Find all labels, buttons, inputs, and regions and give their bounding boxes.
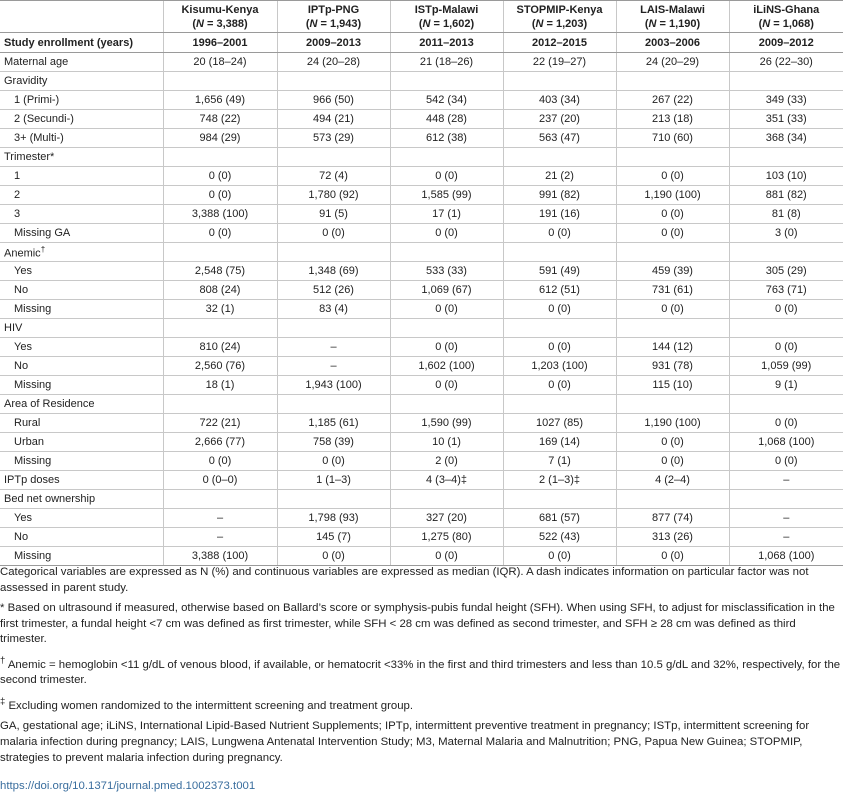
cell-value: 20 (18–24) bbox=[163, 53, 277, 72]
footnote-abbreviations: GA, gestational age; iLiNS, International Lipid-Based Nutrient Supplements; IPTp, intermittent preventive treatment in pregnancy; ISTp, intermittent screening for malaria infection during pregnancy; LAIS, Lungwena Antenatal Intervention Study; M3, Maternal Malaria and Malnutrition; PNG, Papua New Guinea; STOPMIP, strategies to prevent malaria infection during pregnancy. bbox=[0, 720, 810, 764]
cell-value: 0 (0) bbox=[390, 167, 503, 186]
row-label: No bbox=[0, 281, 163, 300]
cell-value: 0 (0) bbox=[729, 414, 843, 433]
cell-value: 0 (0) bbox=[503, 300, 616, 319]
cell-value: 32 (1) bbox=[163, 300, 277, 319]
cell-value: 966 (50) bbox=[277, 91, 390, 110]
column-header bbox=[390, 1, 503, 33]
cell-value: 533 (33) bbox=[390, 262, 503, 281]
cell-value: 2,560 (76) bbox=[163, 357, 277, 376]
cell-value bbox=[390, 490, 503, 509]
row-label: Trimester* bbox=[0, 148, 163, 167]
row-label: 3 bbox=[0, 205, 163, 224]
cell-value: 21 (2) bbox=[503, 167, 616, 186]
row-label: Area of Residence bbox=[0, 395, 163, 414]
cell-value: 763 (71) bbox=[729, 281, 843, 300]
cell-value: 1,190 (100) bbox=[616, 414, 729, 433]
cell-value: 991 (82) bbox=[503, 186, 616, 205]
table-row bbox=[0, 91, 843, 110]
column-header bbox=[277, 1, 390, 33]
cell-value: 145 (7) bbox=[277, 528, 390, 547]
table-row bbox=[0, 186, 843, 205]
table-body bbox=[0, 53, 843, 566]
cell-value: 349 (33) bbox=[729, 91, 843, 110]
cell-value: 710 (60) bbox=[616, 129, 729, 148]
cell-value: 0 (0) bbox=[390, 376, 503, 395]
cell-value: 24 (20–29) bbox=[616, 53, 729, 72]
enrollment-value: 2009–2012 bbox=[729, 33, 843, 53]
enrollment-value: 1996–2001 bbox=[163, 33, 277, 53]
cell-value: 0 (0) bbox=[616, 433, 729, 452]
cell-value bbox=[277, 319, 390, 338]
cell-value bbox=[616, 243, 729, 262]
cell-value bbox=[277, 490, 390, 509]
table-row bbox=[0, 205, 843, 224]
cell-value: 0 (0) bbox=[277, 224, 390, 243]
cell-value: 0 (0) bbox=[729, 300, 843, 319]
cell-value: 731 (61) bbox=[616, 281, 729, 300]
cell-value: 1,602 (100) bbox=[390, 357, 503, 376]
cell-value bbox=[729, 243, 843, 262]
cell-value: – bbox=[729, 471, 843, 490]
cell-value: 877 (74) bbox=[616, 509, 729, 528]
cell-value: 542 (34) bbox=[390, 91, 503, 110]
cell-value bbox=[277, 72, 390, 91]
cell-value: 313 (26) bbox=[616, 528, 729, 547]
cell-value: 1027 (85) bbox=[503, 414, 616, 433]
cell-value: 26 (22–30) bbox=[729, 53, 843, 72]
cell-value: 305 (29) bbox=[729, 262, 843, 281]
cell-value bbox=[503, 319, 616, 338]
cell-value: 213 (18) bbox=[616, 110, 729, 129]
row-label: Yes bbox=[0, 262, 163, 281]
cell-value bbox=[163, 72, 277, 91]
cell-value: 612 (38) bbox=[390, 129, 503, 148]
row-label: Missing bbox=[0, 376, 163, 395]
cell-value: 810 (24) bbox=[163, 338, 277, 357]
cell-value bbox=[163, 148, 277, 167]
cell-value: 1,059 (99) bbox=[729, 357, 843, 376]
row-label: Yes bbox=[0, 338, 163, 357]
row-label: 1 (Primi-) bbox=[0, 91, 163, 110]
cell-value bbox=[616, 148, 729, 167]
cell-value: 0 (0) bbox=[503, 547, 616, 566]
table-row bbox=[0, 319, 843, 338]
row-label: Maternal age bbox=[0, 53, 163, 72]
row-label: Missing GA bbox=[0, 224, 163, 243]
cell-value: 144 (12) bbox=[616, 338, 729, 357]
row-label: IPTp doses bbox=[0, 471, 163, 490]
cell-value bbox=[503, 72, 616, 91]
cell-value: 494 (21) bbox=[277, 110, 390, 129]
table-row bbox=[0, 262, 843, 281]
cell-value: 563 (47) bbox=[503, 129, 616, 148]
cell-value: 1,780 (92) bbox=[277, 186, 390, 205]
cell-value: 0 (0) bbox=[277, 452, 390, 471]
cell-value: 368 (34) bbox=[729, 129, 843, 148]
row-label: 1 bbox=[0, 167, 163, 186]
cell-value: 0 (0) bbox=[390, 338, 503, 357]
cell-value: 0 (0–0) bbox=[163, 471, 277, 490]
cell-value: 1,590 (99) bbox=[390, 414, 503, 433]
cell-value bbox=[390, 243, 503, 262]
cell-value: 591 (49) bbox=[503, 262, 616, 281]
footnote-iptp: ‡ Excluding women randomized to the intermittent screening and treatment group. bbox=[0, 695, 414, 712]
cell-value bbox=[503, 148, 616, 167]
cell-value bbox=[277, 148, 390, 167]
cell-value: 459 (39) bbox=[616, 262, 729, 281]
footnote-general: Categorical variables are expressed as N (%) and continuous variables are expressed as median (IQR). A dash indicates information on particular factor was not assessed in parent study. bbox=[0, 566, 809, 594]
table-row bbox=[0, 224, 843, 243]
cell-value bbox=[729, 319, 843, 338]
study-name: STOPMIP-Kenya bbox=[516, 3, 603, 16]
column-header bbox=[503, 1, 616, 33]
cell-value: 103 (10) bbox=[729, 167, 843, 186]
cell-value: 9 (1) bbox=[729, 376, 843, 395]
study-n: (N = 3,388) bbox=[192, 17, 248, 30]
table-row bbox=[0, 433, 843, 452]
study-n: (N = 1,068) bbox=[758, 17, 814, 30]
cell-value: 0 (0) bbox=[390, 300, 503, 319]
cell-value: 0 (0) bbox=[616, 205, 729, 224]
row-label: Missing bbox=[0, 300, 163, 319]
cell-value: 115 (10) bbox=[616, 376, 729, 395]
cell-value: 522 (43) bbox=[503, 528, 616, 547]
cell-value: – bbox=[163, 509, 277, 528]
cell-value: 2 (1–3)‡ bbox=[503, 471, 616, 490]
cell-value bbox=[390, 395, 503, 414]
cell-value: 83 (4) bbox=[277, 300, 390, 319]
footnote-trimester: * Based on ultrasound if measured, otherwise based on Ballard’s score or symphysis-pubis fundal height (SFH). When using SFH, to adjust for misclassification in the first trimester, a fundal height <7 cm was defined as first trimester, while SFH < 28 cm was defined as second trimester, and SFH ≥ 28 cm was defined as third trimester. bbox=[0, 602, 835, 646]
cell-value bbox=[277, 395, 390, 414]
cell-value: 17 (1) bbox=[390, 205, 503, 224]
cell-value: 1,069 (67) bbox=[390, 281, 503, 300]
cell-value: 4 (3–4)‡ bbox=[390, 471, 503, 490]
cell-value: 1,068 (100) bbox=[729, 433, 843, 452]
cell-value: 3,388 (100) bbox=[163, 205, 277, 224]
row-label: HIV bbox=[0, 319, 163, 338]
cell-value bbox=[729, 395, 843, 414]
column-header-row bbox=[0, 1, 843, 33]
cell-value bbox=[729, 148, 843, 167]
cell-value: 0 (0) bbox=[390, 224, 503, 243]
cell-value bbox=[390, 319, 503, 338]
cell-value: 7 (1) bbox=[503, 452, 616, 471]
cell-value: 2,548 (75) bbox=[163, 262, 277, 281]
row-label: 2 bbox=[0, 186, 163, 205]
cell-value: 169 (14) bbox=[503, 433, 616, 452]
table-row bbox=[0, 395, 843, 414]
cell-value bbox=[616, 72, 729, 91]
cell-value: 191 (16) bbox=[503, 205, 616, 224]
cell-value: 18 (1) bbox=[163, 376, 277, 395]
cell-value: 758 (39) bbox=[277, 433, 390, 452]
row-label: Urban bbox=[0, 433, 163, 452]
cell-value: 1 (1–3) bbox=[277, 471, 390, 490]
cell-value: 0 (0) bbox=[277, 547, 390, 566]
cell-value: 0 (0) bbox=[616, 167, 729, 186]
cell-value: 1,275 (80) bbox=[390, 528, 503, 547]
table-row bbox=[0, 338, 843, 357]
row-label: Missing bbox=[0, 547, 163, 566]
cell-value: 10 (1) bbox=[390, 433, 503, 452]
table-row bbox=[0, 148, 843, 167]
study-n: (N = 1,190) bbox=[644, 17, 701, 30]
cell-value: 22 (19–27) bbox=[503, 53, 616, 72]
study-name: LAIS-Malawi bbox=[640, 3, 705, 16]
row-label: Missing bbox=[0, 452, 163, 471]
cell-value: 0 (0) bbox=[616, 452, 729, 471]
cell-value: 1,656 (49) bbox=[163, 91, 277, 110]
cell-value: 403 (34) bbox=[503, 91, 616, 110]
column-header bbox=[616, 1, 729, 33]
cell-value: 0 (0) bbox=[503, 338, 616, 357]
doi-link[interactable]: https://doi.org/10.1371/journal.pmed.1002373.t001 bbox=[0, 780, 256, 792]
cell-value: 3 (0) bbox=[729, 224, 843, 243]
cell-value bbox=[503, 490, 616, 509]
study-name: iLiNS-Ghana bbox=[753, 3, 820, 16]
cell-value bbox=[390, 148, 503, 167]
cell-value: 72 (4) bbox=[277, 167, 390, 186]
cell-value: 573 (29) bbox=[277, 129, 390, 148]
cell-value: 0 (0) bbox=[729, 338, 843, 357]
cell-value: – bbox=[163, 528, 277, 547]
cell-value: 24 (20–28) bbox=[277, 53, 390, 72]
cell-value: 1,943 (100) bbox=[277, 376, 390, 395]
cell-value: 0 (0) bbox=[503, 376, 616, 395]
row-label: Rural bbox=[0, 414, 163, 433]
cell-value: 2 (0) bbox=[390, 452, 503, 471]
row-label: Anemic† bbox=[0, 243, 163, 262]
cell-value: 81 (8) bbox=[729, 205, 843, 224]
cell-value bbox=[503, 243, 616, 262]
cell-value: 1,798 (93) bbox=[277, 509, 390, 528]
cell-value: 0 (0) bbox=[390, 547, 503, 566]
cell-value: 748 (22) bbox=[163, 110, 277, 129]
cell-value bbox=[163, 319, 277, 338]
enrollment-value: 2003–2006 bbox=[616, 33, 729, 53]
cell-value bbox=[503, 395, 616, 414]
cell-value: 512 (26) bbox=[277, 281, 390, 300]
row-label: Bed net ownership bbox=[0, 490, 163, 509]
cell-value: 1,203 (100) bbox=[503, 357, 616, 376]
study-n: (N = 1,203) bbox=[531, 17, 588, 30]
table-row bbox=[0, 300, 843, 319]
row-label: Gravidity bbox=[0, 72, 163, 91]
cell-value: 881 (82) bbox=[729, 186, 843, 205]
enrollment-value: 2009–2013 bbox=[277, 33, 390, 53]
cell-value: 0 (0) bbox=[503, 224, 616, 243]
cell-value: 91 (5) bbox=[277, 205, 390, 224]
table-row bbox=[0, 547, 843, 566]
row-label: 3+ (Multi-) bbox=[0, 129, 163, 148]
column-header bbox=[163, 1, 277, 33]
cell-value: 0 (0) bbox=[616, 224, 729, 243]
cell-value: 4 (2–4) bbox=[616, 471, 729, 490]
table-row bbox=[0, 110, 843, 129]
cell-value bbox=[390, 72, 503, 91]
cell-value bbox=[616, 490, 729, 509]
cell-value: 0 (0) bbox=[729, 452, 843, 471]
table-row bbox=[0, 243, 843, 262]
cell-value: – bbox=[277, 357, 390, 376]
cell-value: 0 (0) bbox=[616, 300, 729, 319]
cell-value: – bbox=[729, 509, 843, 528]
table-row bbox=[0, 376, 843, 395]
header-blank-cell bbox=[0, 1, 163, 33]
cell-value bbox=[163, 490, 277, 509]
cell-value: 1,348 (69) bbox=[277, 262, 390, 281]
table-row bbox=[0, 72, 843, 91]
cell-value: 1,190 (100) bbox=[616, 186, 729, 205]
cell-value: 2,666 (77) bbox=[163, 433, 277, 452]
cell-value bbox=[616, 319, 729, 338]
cell-value bbox=[729, 490, 843, 509]
cell-value bbox=[163, 395, 277, 414]
cell-value: 0 (0) bbox=[616, 547, 729, 566]
enrollment-row bbox=[0, 33, 843, 53]
table-row bbox=[0, 414, 843, 433]
study-n: (N = 1,602) bbox=[418, 17, 475, 30]
cell-value: 0 (0) bbox=[163, 167, 277, 186]
table-footnotes bbox=[0, 565, 843, 771]
cell-value: 351 (33) bbox=[729, 110, 843, 129]
cell-value bbox=[163, 243, 277, 262]
table-row bbox=[0, 490, 843, 509]
table-row bbox=[0, 167, 843, 186]
cell-value: 448 (28) bbox=[390, 110, 503, 129]
cell-value: 3,388 (100) bbox=[163, 547, 277, 566]
enrollment-value: 2011–2013 bbox=[390, 33, 503, 53]
cell-value: 1,185 (61) bbox=[277, 414, 390, 433]
cell-value: – bbox=[277, 338, 390, 357]
table-row bbox=[0, 129, 843, 148]
enrollment-label: Study enrollment (years) bbox=[0, 33, 163, 53]
cell-value: 327 (20) bbox=[390, 509, 503, 528]
table-row bbox=[0, 471, 843, 490]
table-row bbox=[0, 53, 843, 72]
study-name: Kisumu-Kenya bbox=[181, 3, 259, 16]
cell-value: 267 (22) bbox=[616, 91, 729, 110]
cell-value: 0 (0) bbox=[163, 224, 277, 243]
row-label: Yes bbox=[0, 509, 163, 528]
cell-value bbox=[277, 243, 390, 262]
study-n: (N = 1,943) bbox=[305, 17, 362, 30]
cell-value: 931 (78) bbox=[616, 357, 729, 376]
cell-value bbox=[729, 72, 843, 91]
cell-value: 612 (51) bbox=[503, 281, 616, 300]
table-row bbox=[0, 509, 843, 528]
footnote-anemic: † Anemic = hemoglobin <11 g/dL of venous blood, if available, or hematocrit <33% in the first and third trimesters and less than 10.5 g/dL and 32%, respectively, for the second trimester. bbox=[0, 654, 841, 687]
cell-value: 0 (0) bbox=[163, 452, 277, 471]
cell-value: 808 (24) bbox=[163, 281, 277, 300]
enrollment-value: 2012–2015 bbox=[503, 33, 616, 53]
cell-value: 681 (57) bbox=[503, 509, 616, 528]
column-header bbox=[729, 1, 843, 33]
cell-value: 21 (18–26) bbox=[390, 53, 503, 72]
study-name: IPTp-PNG bbox=[307, 3, 360, 16]
cell-value: 1,068 (100) bbox=[729, 547, 843, 566]
table-row bbox=[0, 281, 843, 300]
study-name: ISTp-Malawi bbox=[414, 3, 479, 16]
row-label: No bbox=[0, 357, 163, 376]
row-label: No bbox=[0, 528, 163, 547]
row-label: 2 (Secundi-) bbox=[0, 110, 163, 129]
cell-value: 0 (0) bbox=[163, 186, 277, 205]
cell-value bbox=[616, 395, 729, 414]
cell-value: 237 (20) bbox=[503, 110, 616, 129]
table-row bbox=[0, 528, 843, 547]
table-row bbox=[0, 452, 843, 471]
cell-value: 1,585 (99) bbox=[390, 186, 503, 205]
cell-value: 722 (21) bbox=[163, 414, 277, 433]
cell-value: 984 (29) bbox=[163, 129, 277, 148]
cell-value: – bbox=[729, 528, 843, 547]
table-row bbox=[0, 357, 843, 376]
